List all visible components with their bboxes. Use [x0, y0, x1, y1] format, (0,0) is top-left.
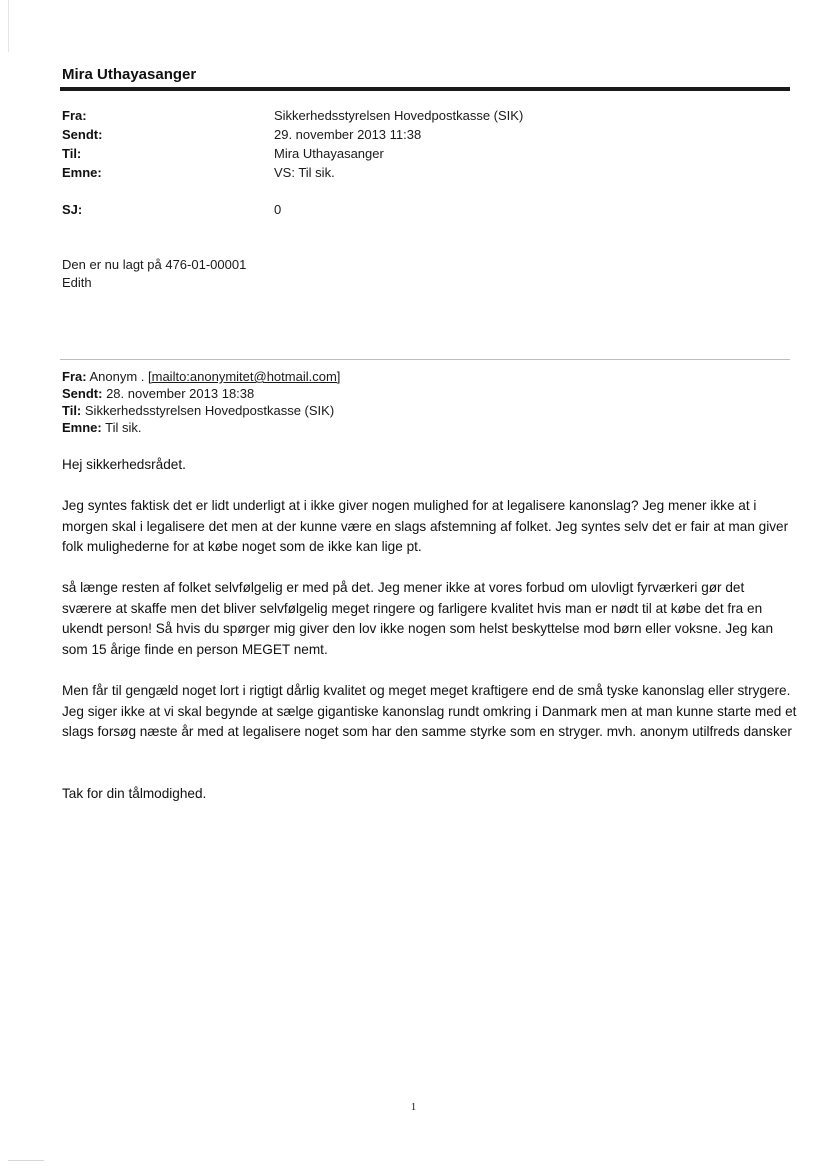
from-value: Sikkerhedsstyrelsen Hovedpostkasse (SIK): [274, 108, 524, 123]
filing-note: Den er nu lagt på 476-01-00001: [62, 257, 247, 272]
forwarded-subject-value: Til sik.: [105, 420, 142, 435]
from-label: Fra:: [62, 108, 87, 123]
sent-label: Sendt:: [62, 127, 103, 142]
message-closing: [62, 784, 797, 805]
forwarded-sender-name: Anonym .: [89, 369, 145, 384]
sj-label: SJ:: [62, 202, 83, 217]
forwarded-to-value: Sikkerhedsstyrelsen Hovedpostkasse (SIK): [84, 403, 335, 418]
forwarded-to-label: Til:: [62, 403, 82, 418]
forward-divider: [60, 359, 790, 360]
forwarded-from-label: Fra:: [62, 369, 87, 384]
message-paragraph-1: [62, 496, 797, 558]
subject-value: VS: Til sik.: [274, 165, 335, 180]
greeting-text: Hej sikkerhedsrådet.: [62, 457, 186, 472]
sender-email-link[interactable]: [mailto:anonymitet@hotmail.com]: [148, 369, 341, 384]
sj-value: 0: [274, 202, 282, 217]
forwarded-sent-value: 28. november 2013 18:38: [106, 386, 255, 401]
forwarded-sent-label: Sendt:: [62, 386, 103, 401]
forwarded-from-line: [62, 369, 340, 384]
closing-text: Tak for din tålmodighed.: [62, 786, 207, 801]
paragraph-1-text: Jeg syntes faktisk det er lidt underligt at i ikke giver nogen mulighed for at legalisere kanonslag? Jeg mener ikke at i morgen skal i legalisere det men at der kunne være en slags afstemning af folket. Jeg syntes selv det er fair at man giver folk mulighederne for at købe noget som de ikke kan lige pt.: [62, 498, 789, 554]
message-paragraph-3: [62, 681, 797, 743]
paragraph-3-text: Men får til gengæld noget lort i rigtigt dårlig kvalitet og meget meget kraftigere end de små tyske kanonslag eller strygere. Jeg siger ikke at vi skal begynde at sælge gigantiske kanonslag rundt omkring i Danmark men at man kunne starte med et slags forsøg næste år med at legalisere noget som har den samme styrke som en stryger. mvh. anonym utilfreds dansker: [62, 683, 797, 739]
scan-edge-mark: [8, 0, 9, 52]
forwarded-subject-line: [62, 420, 141, 435]
forwarded-to-line: [62, 403, 334, 418]
sent-value: 29. november 2013 11:38: [274, 127, 422, 142]
message-greeting: [62, 455, 797, 476]
scan-corner-mark: [8, 1160, 44, 1161]
forwarded-sent-line: [62, 386, 254, 401]
mailbox-owner-name: Mira Uthayasanger: [62, 66, 197, 83]
message-paragraph-2: [62, 578, 797, 660]
subject-label: Emne:: [62, 165, 102, 180]
page-number: 1: [410, 1101, 417, 1113]
paragraph-2-text: så længe resten af folket selvfølgelig er med på det. Jeg mener ikke at vores forbud om ulovligt fyrværkeri gør det sværere at skaffe men det bliver selvfølgelig meget ringere og farligere kvalitet hvis man er nødt til at købe det fra en ukendt person! Så hvis du spørger mig giver den lov ikke nogen som helst beskyttelse mod børn eller voksne. Jeg kan som 15 årige finde en person MEGET nemt.: [62, 580, 774, 657]
owner-divider: [60, 87, 790, 91]
to-value: Mira Uthayasanger: [274, 146, 384, 161]
forwarded-subject-label: Emne:: [62, 420, 102, 435]
to-label: Til:: [62, 146, 82, 161]
note-signature: Edith: [62, 275, 92, 290]
